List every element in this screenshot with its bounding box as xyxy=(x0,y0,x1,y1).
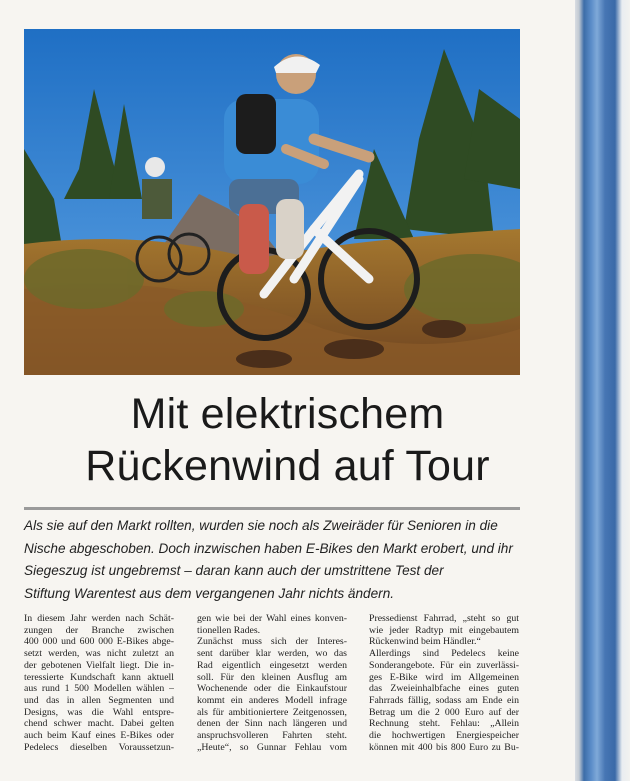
body-line: chend schwer macht. Dabei gelten xyxy=(24,718,174,730)
article-headline xyxy=(0,388,575,492)
body-line: der gebotenen Vielfalt liegt. Die in- xyxy=(24,659,174,671)
article-lead xyxy=(24,515,524,605)
headline-divider xyxy=(24,507,520,510)
body-line: aus rund 1 500 Modellen wählen – xyxy=(24,683,174,695)
body-line: zungen der Branche zwischen xyxy=(24,624,174,636)
body-line: auch beim Kauf eines E-Bikes oder xyxy=(24,730,174,742)
body-line: Fahrrads fällig, sodass am Ende ein xyxy=(369,694,519,706)
body-line: Zunächst muss sich der Interes- xyxy=(197,636,347,648)
magazine-spine xyxy=(575,0,630,781)
body-line: das Zweieinhalbfache eines guten xyxy=(369,683,519,695)
body-line: In diesem Jahr werden nach Schät- xyxy=(24,613,174,624)
body-line: tionellen Rades. xyxy=(197,624,261,636)
body-line: gen wie bei der Wahl eines konven- xyxy=(197,613,347,624)
headline-line: Rückenwind auf Tour xyxy=(85,442,490,490)
body-line: Rückenwind beim Händler.“ xyxy=(369,636,481,648)
body-line: kommt ein anderes Modell infrage xyxy=(197,694,347,706)
body-line: teressierte Kundschaft kann aktuell xyxy=(24,671,174,683)
body-line: wie jeder Radtyp mit eingebautem xyxy=(369,624,519,636)
body-line: sent darüber klar werden, wo das xyxy=(197,648,347,660)
body-line: Rechnung steht. Fehlau: „Allein xyxy=(369,718,519,730)
body-line: Wochenende oder die Einkaufstour xyxy=(197,683,347,695)
lead-line: Stiftung Warentest aus dem vergangenen Jahr nichts ändern. xyxy=(24,585,395,601)
headline-line: Mit elektrischem xyxy=(130,390,445,438)
article-photo xyxy=(24,29,520,375)
body-line: als für ambitioniertere Zeitgenossen, xyxy=(197,706,347,718)
body-line: soll. Für den kleinen Ausflug am xyxy=(197,671,347,683)
body-line: anspruchsvolleren Fahrten steht. xyxy=(197,730,347,742)
body-line: können mit 400 bis 800 Euro zu Bu- xyxy=(369,741,519,753)
body-line: Betrag um die 2 000 Euro auf der xyxy=(369,706,519,718)
body-column-1 xyxy=(24,613,174,753)
body-column-3 xyxy=(369,613,519,753)
body-column-2 xyxy=(197,613,347,753)
lead-line: Siegeszug ist ungebremst – daran kann auch der umstrittene Test der xyxy=(24,563,444,578)
body-line: Rad eigentlich eingesetzt werden xyxy=(197,659,347,671)
body-line: Pressedienst Fahrrad, „steht so gut xyxy=(369,613,519,624)
lead-line: Als sie auf den Markt rollten, wurden sie noch als Zweiräder für Senioren in die xyxy=(24,518,498,533)
body-line: 400 000 und 600 000 E-Bikes abge- xyxy=(24,636,174,648)
body-line: Sonderangebote. Für ein zuverlässi- xyxy=(369,659,519,671)
body-line: und das in allen Segmenten und xyxy=(24,694,174,706)
body-line: die hochwertigen Energiespeicher xyxy=(369,730,519,742)
body-line: ges E-Bike wird im Allgemeinen xyxy=(369,671,519,683)
lead-line: Nische abgeschoben. Doch inzwischen haben E-Bikes den Markt erobert, und ihr xyxy=(24,540,513,556)
body-line: setzt werden, was nicht zuletzt an xyxy=(24,648,174,660)
body-line: denen der Sinn nach längeren und xyxy=(197,718,347,730)
body-line: Designs, was die Wahl entspre- xyxy=(24,706,174,718)
body-line: Allerdings sind Pedelecs keine xyxy=(369,648,519,660)
body-line: „Heute“, so Gunnar Fehlau vom xyxy=(197,741,347,753)
body-line: Pedelecs dieselben Voraussetzun- xyxy=(24,741,174,753)
